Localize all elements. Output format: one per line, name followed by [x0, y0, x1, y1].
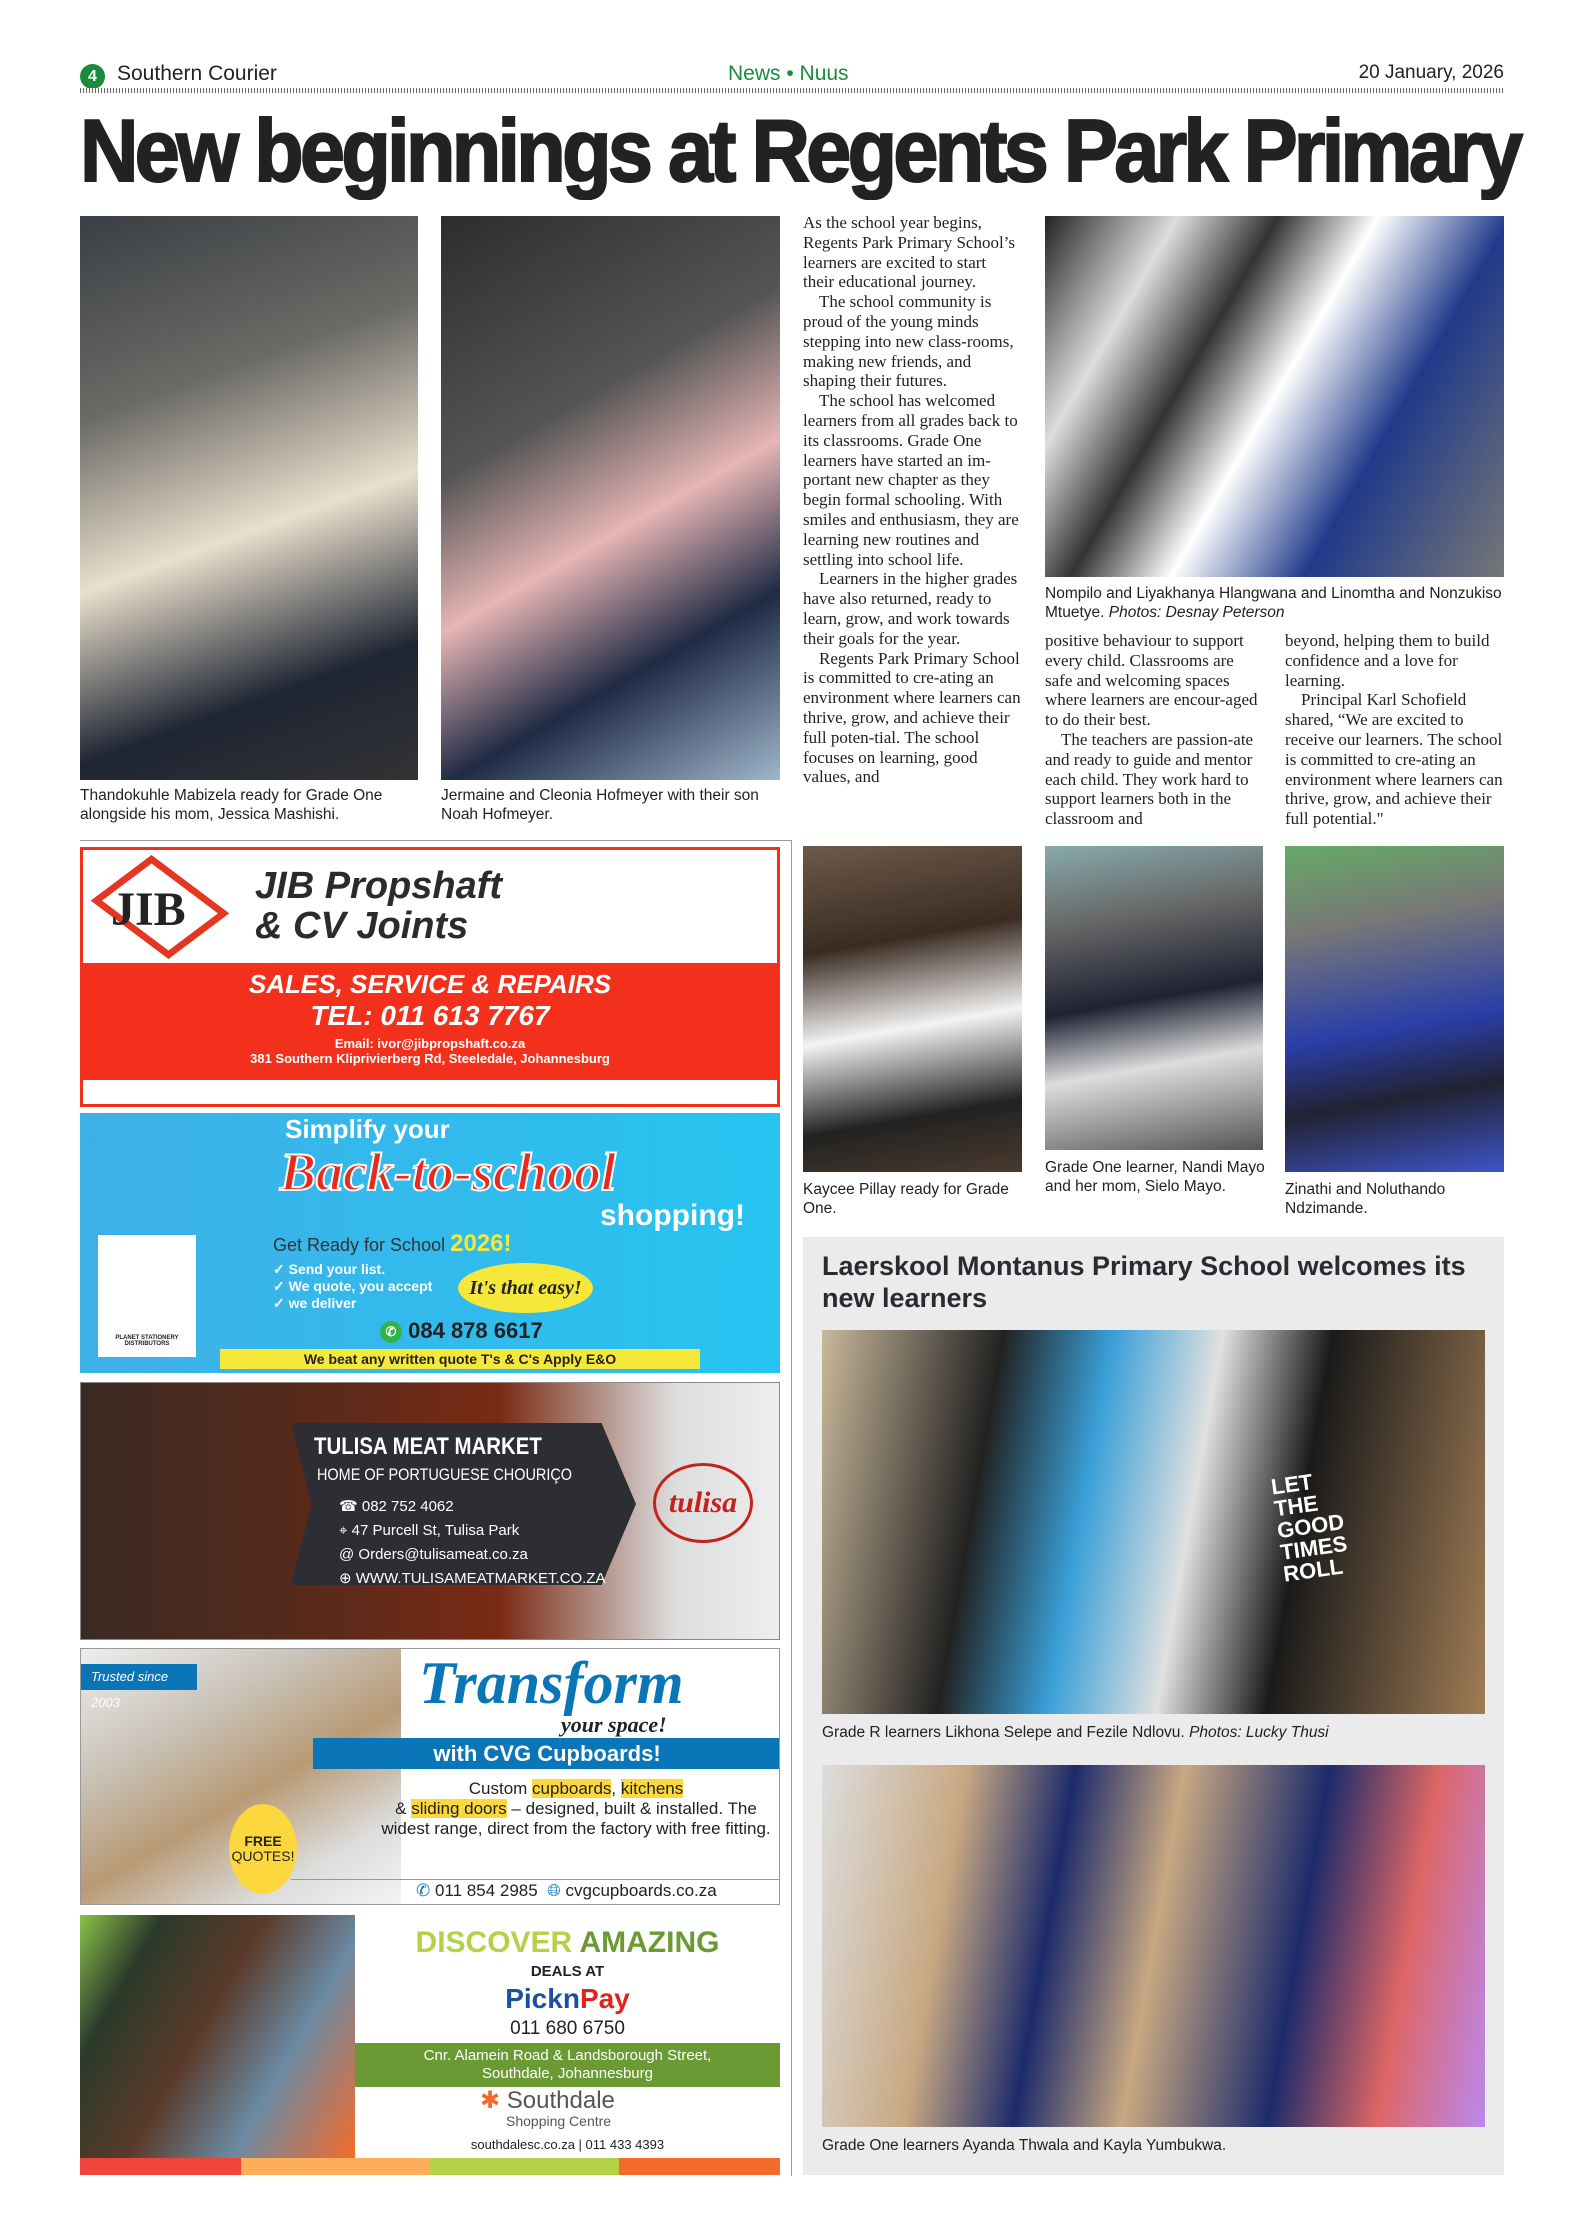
contact-email: @ Orders@tulisameat.co.za — [339, 1546, 528, 1563]
school-phone: ✆ 084 878 6617 — [380, 1318, 543, 1344]
ad-tulisa-meat-market[interactable] — [80, 1382, 780, 1640]
planet-stationery-logo: PLANET STATIONERY DISTRIBUTORS — [98, 1235, 196, 1357]
jib-red-band — [83, 963, 777, 1080]
divider — [291, 1879, 780, 1880]
paragraph: The school community is proud of the young minds stepping into new class-rooms, making new friends, and shaping their futures. — [803, 292, 1014, 391]
get-ready — [273, 1231, 512, 1258]
globe-icon: 🌐︎ — [547, 1881, 561, 1900]
publication-name: Southern Courier — [117, 62, 277, 85]
cvg-band: with CVG Cupboards! — [313, 1738, 780, 1769]
photo-credit: Photos: Desnay Peterson — [1108, 604, 1285, 621]
caption-photo1: Thandokuhle Mabizela ready for Grade One alongside his mom, Jessica Mashishi. — [80, 787, 383, 823]
jib-tagline: SALES, SERVICE & REPAIRS — [248, 969, 612, 999]
sidebar-story-title: Laerskool Montanus Primary School welcomes its new learners — [822, 1251, 1466, 1313]
photo-thandokuhle-and-mom — [80, 216, 418, 780]
pnp-address: Cnr. Alamein Road & Landsborough Street, Southdale, Johannesburg — [355, 2043, 780, 2087]
trusted-badge: Trusted since 2003 — [81, 1664, 197, 1690]
article-column-1 — [803, 213, 1021, 787]
pnp-phone: 011 680 6750 — [510, 2018, 625, 2039]
jib-phone: TEL: 011 613 7767 — [310, 1000, 550, 1031]
paragraph: Learners in the higher grades have also returned, ready to learn, grow, and work towards their goals for the year. — [803, 569, 1018, 648]
photo-hofmeyer-family — [441, 216, 780, 780]
sidebar-story-panel — [803, 1237, 1504, 2175]
paragraph: The teachers are passion-ate and ready to guide and mentor each child. They work hard to support learners both in the classroom and — [1045, 729, 1254, 829]
issue-date: 20 January, 2026 — [1358, 62, 1504, 83]
caption-photo4: Kaycee Pillay ready for Grade One. — [803, 1181, 1009, 1217]
article-column-2 — [1045, 631, 1263, 829]
caption-photo2: Jermaine and Cleonia Hofmeyer with their son Noah Hofmeyer. — [441, 787, 759, 823]
contact-phone: ☎ 082 752 4062 — [339, 1498, 454, 1515]
article-column-3 — [1285, 631, 1507, 829]
tulisa-contacts — [339, 1495, 605, 1591]
ad-southdale-pnp[interactable] — [80, 1915, 780, 2175]
year: 2026! — [450, 1230, 512, 1257]
ad-line1: Simplify your — [285, 1114, 450, 1144]
section-label: News • Nuus — [728, 62, 849, 85]
check-item: ✓ We quote, you accept — [273, 1278, 433, 1294]
caption-photo6: Zinathi and Noluthando Ndzimande. — [1285, 1181, 1446, 1217]
paragraph: Principal Karl Schofield shared, “We are excited to receive our learners. The school is committed to cre-ating an environment where learners can thrive, grow, and achieve their full potential." — [1285, 690, 1503, 829]
contact-address: ⌖ 47 Purcell St, Tulisa Park — [339, 1522, 520, 1539]
check-item: ✓ we deliver — [273, 1295, 357, 1311]
checklist — [273, 1261, 432, 1312]
jib-address: 381 Southern Kliprivierberg Rd, Steeledale, Johannesburg — [250, 1051, 610, 1066]
check-item: ✓ Send your list. — [273, 1261, 386, 1277]
speech-bubble: It's that easy! — [458, 1263, 593, 1313]
jib-logo: JIB — [111, 883, 186, 936]
ad-jib-propshaft[interactable] — [80, 847, 780, 1107]
paragraph: Regents Park Primary School is committed to cre-ating an environment where learners can thrive, grow, and achieve their full poten-tial. The school focuses on learning, good values, and — [803, 648, 1021, 787]
caption-grade-r — [822, 1723, 1492, 1742]
photo-nandi-mayo — [1045, 846, 1263, 1150]
paragraph: The school has welcomed learners from all grades back to its classrooms. Grade One learners have started an im-portant new chapter as they begin formal schooling. With smiles and enthusiasm, they are learning new routines and settling into school life. — [803, 391, 1019, 569]
get-ready-text: Get Ready for School — [273, 1235, 446, 1255]
divider — [80, 840, 792, 841]
photo-ndzimande — [1285, 846, 1504, 1172]
color-strip — [80, 2158, 780, 2175]
discover-heading: DISCOVER AMAZING — [415, 1926, 720, 1959]
southdale-icon: ✱ — [480, 2087, 501, 2114]
photo-kaycee — [803, 846, 1022, 1172]
cvg-contact: ✆ 011 854 2985 🌐︎ cvgcupboards.co.za — [416, 1881, 717, 1900]
deals-at: DEALS AT — [530, 1963, 605, 1980]
divider — [791, 840, 792, 2176]
photo-hlangwana-mtuetye — [1045, 216, 1504, 577]
ad-line2: Back-to-school — [280, 1142, 616, 1202]
jib-email: Email: ivor@jibpropshaft.co.za — [334, 1036, 526, 1051]
caption-photo3 — [1045, 584, 1505, 622]
caption-text: Nompilo and Liyakhanya Hlangwana and Linomtha and Nonzukiso Mtuetye. — [1045, 585, 1502, 621]
jib-name-line1: JIB Propshaft — [255, 865, 503, 907]
jib-name-line2: & CV Joints — [255, 905, 469, 947]
caption-text: Grade R learners Likhona Selepe and Fezile Ndlovu. — [822, 1724, 1185, 1741]
paragraph: positive behaviour to support every child. Classrooms are safe and welcoming spaces where learners are encour-aged to do their best. — [1045, 631, 1258, 730]
your-space: your space! — [561, 1712, 667, 1737]
transform-heading: Transform — [419, 1650, 684, 1716]
tshirt-print: LET THE GOOD TIMES ROLL — [1269, 1469, 1349, 1587]
picknpay-logo: PicknPay — [505, 1983, 630, 2014]
cvg-description: Custom cupboards, kitchens & sliding doors – designed, built & installed. The widest range, direct from the factory with free fitting. — [381, 1779, 771, 1838]
ad-line3: shopping! — [600, 1199, 745, 1232]
tulisa-name: TULISA MEAT MARKET — [314, 1433, 542, 1460]
paragraph: beyond, helping them to build confidence and a love for learning. — [1285, 631, 1490, 690]
paragraph: As the school year begins, Regents Park Primary School’s learners are excited to start their educational journey. — [803, 213, 1016, 292]
headline: New beginnings at Regents Park Primary — [80, 101, 1520, 200]
ad-back-to-school[interactable] — [80, 1113, 780, 1373]
page-number-badge: 4 — [80, 64, 105, 89]
caption-grade-one: Grade One learners Ayanda Thwala and Kayla Yumbukwa. — [822, 2137, 1227, 2154]
southdale-contact: southdalesc.co.za | 011 433 4393 — [470, 2137, 665, 2152]
tulisa-sub: HOME OF PORTUGUESE CHOURIÇO — [317, 1465, 573, 1484]
southdale-logo: ✱ Southdale Shopping Centre — [480, 2087, 615, 2129]
tulisa-logo: tulisa — [653, 1463, 753, 1543]
header-rule — [80, 88, 1504, 93]
school-footer: We beat any written quote T's & C's Apply E&O — [220, 1349, 700, 1369]
photo-grade-one-learners — [822, 1765, 1485, 2127]
photo-credit: Photos: Lucky Thusi — [1189, 1724, 1329, 1741]
shopper-photo — [80, 1915, 355, 2158]
whatsapp-icon: ✆ — [380, 1321, 402, 1343]
ad-cvg-cupboards[interactable] — [80, 1648, 780, 1905]
phone-icon: ✆ — [416, 1881, 431, 1900]
caption-photo5: Grade One learner, Nandi Mayo and her mom, Sielo Mayo. — [1045, 1159, 1265, 1195]
free-quotes-sticker: FREE QUOTES! — [229, 1804, 297, 1894]
contact-web: ⊕ WWW.TULISAMEATMARKET.CO.ZA — [339, 1570, 606, 1587]
jib-name — [255, 866, 502, 946]
photo-grade-r-learners — [822, 1330, 1485, 1714]
